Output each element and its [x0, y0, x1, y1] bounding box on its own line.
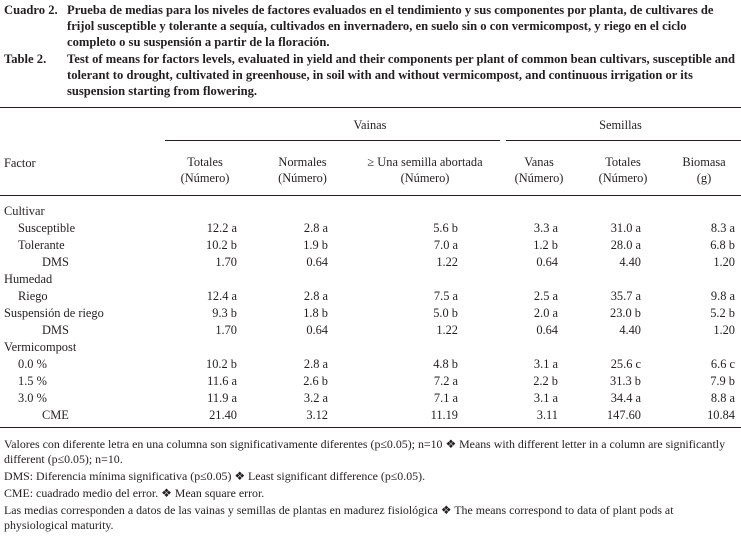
- table-cell: 31.0 a: [610, 221, 641, 235]
- table-cell: 3.2 a: [303, 391, 328, 405]
- caption-spanish-text: Prueba de medias para los niveles de factores evaluados en el tendimiento y sus componentes por planta, de cultivares de frijol susceptible y tolerante a sequía, cultivados en invernadero, en suelo sin o con vermicompost, y riego en el ciclo completo o su suspensión a partir de la floración.: [67, 3, 714, 49]
- table-cell: [350, 271, 500, 288]
- table-cell: 35.7 a: [610, 289, 641, 303]
- table-cell: 10.2 b: [206, 238, 237, 252]
- caption-english-label: Table 2.: [4, 52, 47, 66]
- table-cell: 11.6 a: [207, 374, 237, 388]
- table-cell: [578, 339, 661, 356]
- table-cell: 7.0 a: [433, 238, 458, 252]
- table-cell: 7.9 b: [710, 374, 735, 388]
- table-cell: 2.8 a: [303, 357, 328, 371]
- row-label: 1.5 %: [18, 374, 47, 388]
- table-cell: [245, 271, 350, 288]
- table-cell: [578, 271, 661, 288]
- table-cell: 1.20: [713, 255, 735, 269]
- header-rule: [0, 195, 741, 196]
- table-cell: 28.0 a: [610, 238, 641, 252]
- table-cell: [500, 339, 578, 356]
- table-cell: 0.64: [306, 323, 328, 337]
- table-cell: 1.2 b: [533, 238, 558, 252]
- table-cell: [245, 203, 350, 220]
- row-label: DMS: [42, 255, 69, 269]
- table-cell: 10.84: [707, 408, 735, 422]
- table-cell: 12.2 a: [206, 221, 237, 235]
- table-cell: 2.6 b: [303, 374, 328, 388]
- row-label: 3.0 %: [18, 391, 47, 405]
- row-label: CME: [42, 408, 69, 422]
- table-row: [0, 356, 741, 373]
- table-cell: 0.64: [536, 255, 558, 269]
- vainas-span-rule: [165, 140, 500, 141]
- table-row: [0, 390, 741, 407]
- table-cell: [661, 203, 741, 220]
- table-cell: 3.1 a: [533, 357, 558, 371]
- table-cell: 21.40: [209, 408, 237, 422]
- header-semillas-vanas: Vanas (Número): [514, 155, 564, 185]
- table-cell: 10.2 b: [206, 357, 237, 371]
- top-rule: [0, 107, 741, 108]
- table-cell: 2.8 a: [303, 221, 328, 235]
- table-cell: 8.8 a: [710, 391, 735, 405]
- row-label: Humedad: [4, 272, 53, 286]
- table-cell: 0.64: [536, 323, 558, 337]
- table-cell: 8.3 a: [710, 221, 735, 235]
- table-row: [0, 288, 741, 305]
- row-label: Susceptible: [18, 221, 76, 235]
- table-cell: 3.3 a: [533, 221, 558, 235]
- table-cell: 7.2 a: [433, 374, 458, 388]
- table-cell: 4.8 b: [433, 357, 458, 371]
- table-cell: 5.0 b: [433, 306, 458, 320]
- table-cell: [165, 271, 245, 288]
- header-biomasa: Biomasa (g): [682, 155, 726, 185]
- table-cell: [350, 339, 500, 356]
- table-cell: 9.3 b: [212, 306, 237, 320]
- row-label: 0.0 %: [18, 357, 47, 371]
- semillas-span-rule: [506, 140, 741, 141]
- table-cell: 1.20: [713, 323, 735, 337]
- table-cell: 6.6 c: [710, 357, 735, 371]
- note-cme: CME: cuadrado medio del error. ❖ Mean square error.: [4, 486, 265, 500]
- table-cell: 3.1 a: [533, 391, 558, 405]
- data-table: [0, 203, 741, 424]
- table-cell: 3.11: [536, 408, 558, 422]
- header-vainas-totales: Totales (Número): [180, 155, 230, 185]
- table-cell: 2.5 a: [533, 289, 558, 303]
- row-label: Tolerante: [18, 238, 65, 252]
- header-vainas-normales: Normales (Número): [278, 155, 327, 185]
- table-cell: 6.8 b: [710, 238, 735, 252]
- table-cell: 12.4 a: [206, 289, 237, 303]
- data-table-body: [0, 203, 741, 424]
- table-row: [0, 237, 741, 254]
- table-notes: [4, 437, 739, 535]
- table-cell: 7.5 a: [433, 289, 458, 303]
- table-row: [0, 322, 741, 339]
- caption-spanish-label: Cuadro 2.: [4, 3, 58, 17]
- note-maturity: Las medias corresponden a datos de las vainas y semillas de plantas en madurez fisiológica ❖ The means correspond to data of plant pods at physiological maturity.: [4, 503, 674, 532]
- table-cell: 34.4 a: [610, 391, 641, 405]
- table-cell: [661, 271, 741, 288]
- table-row: [0, 305, 741, 322]
- table-cell: 2.8 a: [303, 289, 328, 303]
- row-label: Cultivar: [4, 204, 45, 218]
- table-cell: [661, 339, 741, 356]
- table-cell: [245, 339, 350, 356]
- table-row: [0, 203, 741, 220]
- header-semillas-totales: Totales (Número): [598, 155, 648, 185]
- table-cell: 2.0 a: [533, 306, 558, 320]
- table-cell: [165, 339, 245, 356]
- table-cell: [500, 203, 578, 220]
- table-cell: 1.8 b: [303, 306, 328, 320]
- table-cell: 1.22: [436, 255, 458, 269]
- table-cell: 147.60: [606, 408, 641, 422]
- table-cell: 11.19: [430, 408, 458, 422]
- group-header-vainas: Vainas: [353, 118, 387, 132]
- table-row: [0, 220, 741, 237]
- table-cell: 25.6 c: [610, 357, 641, 371]
- bottom-rule: [0, 427, 741, 428]
- table-cell: 9.8 a: [710, 289, 735, 303]
- table-row: [0, 339, 741, 356]
- table-cell: 11.9 a: [207, 391, 237, 405]
- note-dms: DMS: Diferencia mínima significativa (p≤0.05) ❖ Least significant difference (p≤0.05).: [4, 469, 426, 483]
- table-cell: 0.64: [306, 255, 328, 269]
- row-label: DMS: [42, 323, 69, 337]
- table-row: [0, 407, 741, 424]
- table-cell: 1.70: [215, 323, 237, 337]
- table-cell: 1.9 b: [303, 238, 328, 252]
- table-cell: 23.0 b: [610, 306, 641, 320]
- caption-english-text: Test of means for factors levels, evaluated in yield and their components per plant of common bean cultivars, susceptible and tolerant to drought, cultivated in greenhouse, in soil with and without vermicompost, and continuous irrigation or its suspension starting from flowering.: [67, 52, 736, 98]
- table-cell: 31.3 b: [610, 374, 641, 388]
- table-cell: 4.40: [619, 323, 641, 337]
- table-cell: 5.2 b: [710, 306, 735, 320]
- table-cell: 2.2 b: [533, 374, 558, 388]
- table-cell: [500, 271, 578, 288]
- header-factor: Factor: [4, 156, 36, 170]
- table-cell: [350, 203, 500, 220]
- table-cell: [165, 203, 245, 220]
- table-cell: 7.1 a: [433, 391, 458, 405]
- header-vainas-abortada: ≥ Una semilla abortada (Número): [367, 155, 483, 185]
- caption-english: [4, 51, 737, 99]
- table-row: [0, 373, 741, 390]
- group-header-semillas: Semillas: [599, 118, 642, 132]
- table-cell: 5.6 b: [433, 221, 458, 235]
- caption-spanish: [4, 2, 737, 50]
- row-label: Vermicompost: [4, 340, 77, 354]
- table-cell: 4.40: [619, 255, 641, 269]
- table-row: [0, 271, 741, 288]
- table-cell: [578, 203, 661, 220]
- row-label: Suspensión de riego: [4, 306, 104, 320]
- table-cell: 3.12: [306, 408, 328, 422]
- table-cell: 1.70: [215, 255, 237, 269]
- table-row: [0, 254, 741, 271]
- row-label: Riego: [18, 289, 48, 303]
- note-significance: Valores con diferente letra en una columna son significativamente diferentes (p≤0.05); n=10 ❖ Means with different letter in a column are significantly different (p≤0.05); n=10.: [4, 437, 726, 466]
- table-cell: 1.22: [436, 323, 458, 337]
